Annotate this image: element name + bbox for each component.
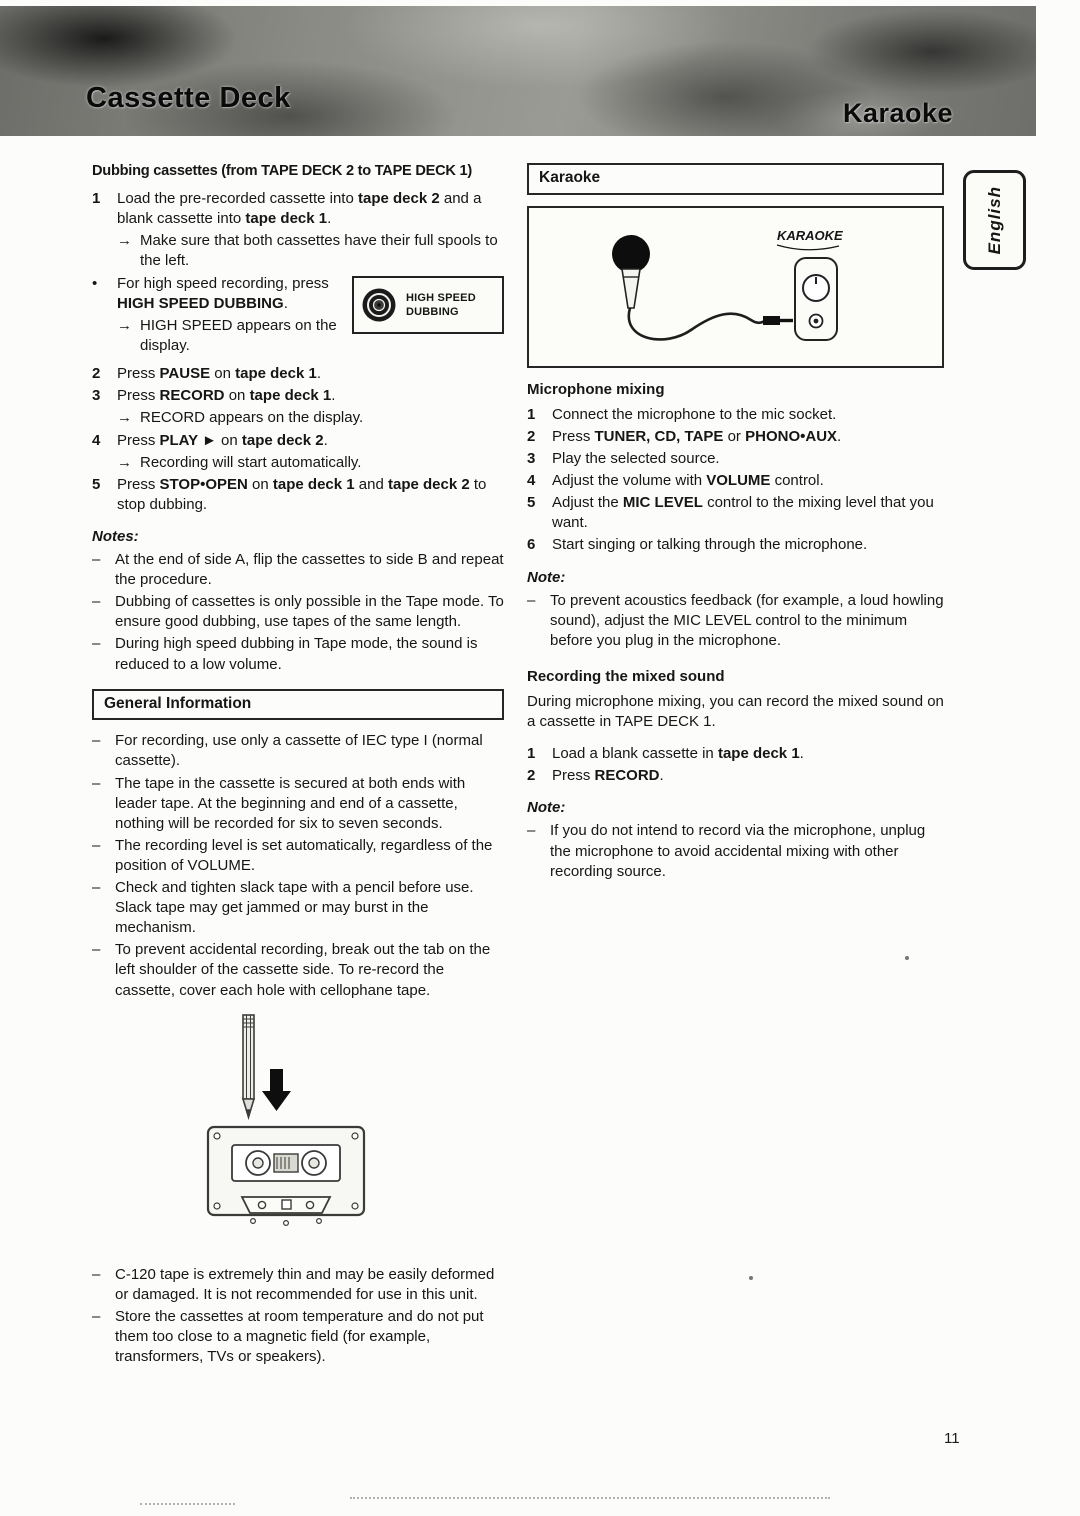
dash-marker: – (92, 551, 101, 569)
list-item-text: The tape in the cassette is secured at both ends with leader tape. At the beginning and end of a cassette, nothing will be recorded for six to seven seconds. (115, 774, 466, 832)
scan-artifact (350, 1497, 830, 1499)
button-label-line1: HIGH SPEED (406, 291, 476, 304)
banner-title-cassette-deck: Cassette Deck (86, 82, 291, 114)
result-text: Make sure that both cassettes have their full spools to the left. (140, 231, 498, 269)
list-item (92, 1265, 504, 1305)
list-item-text: Check and tighten slack tape with a pencil before use. Slack tape may get jammed or may burst in the mechanism. (115, 879, 474, 937)
step-number: 3 (92, 387, 101, 405)
button-label-line2: DUBBING (406, 305, 459, 318)
step-number: 1 (527, 405, 536, 423)
step-row (92, 386, 504, 406)
microphone-icon (612, 235, 650, 308)
list-item-text: During high speed dubbing in Tape mode, the sound is reduced to a low volume. (115, 635, 478, 673)
arrow-marker: → (117, 453, 132, 471)
cassette-body (208, 1127, 364, 1225)
list-item (527, 591, 944, 651)
right-column (527, 163, 944, 884)
list-item (92, 550, 504, 590)
list-item (92, 836, 504, 876)
list-item-text: Store the cassettes at room temperature and do not put them too close to a magnetic field (for example, transformers, TVs or speakers). (115, 1307, 484, 1366)
step-row (527, 405, 944, 425)
list-item-text: The recording level is set automatically, regardless of the position of VOLUME. (115, 836, 493, 874)
result-row (92, 316, 346, 356)
list-item-text: To prevent accidental recording, break out the tab on the left shoulder of the cassette side. To re-record the cassette, cover each hole with cellophane tape. (115, 941, 491, 999)
dash-marker: – (92, 836, 101, 854)
bullet-marker: • (92, 274, 98, 292)
dubbing-heading: Dubbing cassettes (from TAPE DECK 2 to TAPE DECK 1) (92, 163, 472, 179)
dash-marker: – (92, 774, 101, 792)
list-item-text: At the end of side A, flip the cassettes to side B and repeat the procedure. (115, 551, 504, 589)
karaoke-label-group (777, 228, 843, 250)
scan-artifact (140, 1503, 235, 1505)
dash-marker: – (92, 941, 101, 959)
dash-marker: – (527, 822, 536, 840)
step-number: 5 (527, 494, 536, 512)
step-row (92, 431, 504, 451)
language-tab (963, 170, 1026, 270)
step-text: Adjust the volume with VOLUME control. (552, 472, 824, 490)
list-item-text: Dubbing of cassettes is only possible in the Tape mode. To ensure good dubbing, use tapes of the same length. (115, 593, 504, 631)
list-item-text: To prevent acoustics feedback (for example, a loud howling sound), adjust the MIC LEVEL control to the minimum before you plug in the microphone. (550, 591, 944, 649)
step-text: Press STOP•OPEN on tape deck 1 and tape deck 2 to stop dubbing. (117, 475, 487, 513)
list-item (92, 774, 504, 834)
step-number: 1 (92, 189, 101, 207)
high-speed-dubbing-button (352, 276, 504, 334)
list-item-text: For recording, use only a cassette of IEC type I (normal cassette). (115, 732, 483, 770)
banner-title-karaoke: Karaoke (843, 98, 954, 128)
high-speed-dubbing-button-label (406, 291, 476, 320)
recording-mixed-sound-heading: Recording the mixed sound (527, 667, 725, 685)
note-label: Note: (527, 568, 566, 586)
step-row (92, 189, 504, 229)
list-item-text: C-120 tape is extremely thin and may be easily deformed or damaged. It is not recommended for use in this unit. (115, 1265, 495, 1303)
language-tab-label: English (984, 185, 1004, 255)
step-text: Connect the microphone to the mic socket. (552, 405, 837, 423)
result-text: HIGH SPEED appears on the display. (140, 317, 337, 355)
step-row (92, 475, 504, 515)
list-item (92, 592, 504, 632)
high-speed-dubbing-button-icon (361, 287, 397, 323)
step-number: 4 (527, 472, 536, 490)
notes-label: Notes: (92, 527, 139, 545)
microphone-mixing-heading: Microphone mixing (527, 380, 665, 398)
arrow-marker: → (117, 317, 132, 335)
list-item (92, 940, 504, 1000)
step-number: 3 (527, 450, 536, 468)
step-row (527, 449, 944, 469)
step-text: Press RECORD on tape deck 1. (117, 387, 336, 405)
list-item (92, 731, 504, 771)
step-text: Press TUNER, CD, TAPE or PHONO•AUX. (552, 427, 842, 445)
step-row (527, 744, 944, 764)
plug-icon (763, 316, 793, 325)
general-information-heading: General Information (92, 689, 504, 721)
karaoke-heading: Karaoke (527, 163, 944, 195)
step-number: 1 (527, 745, 536, 763)
high-speed-text (92, 274, 352, 358)
scan-artifact (749, 1276, 753, 1280)
list-item (92, 878, 504, 938)
mic-panel (795, 258, 837, 340)
list-item (92, 1307, 504, 1367)
down-arrow-icon (262, 1069, 291, 1111)
step-row (527, 471, 944, 491)
dash-marker: – (92, 879, 101, 897)
left-column (92, 162, 504, 1369)
dash-marker: – (92, 732, 101, 750)
result-text: RECORD appears on the display. (140, 409, 364, 427)
dash-marker: – (527, 591, 536, 609)
pencil-icon (243, 1015, 254, 1117)
high-speed-section (92, 274, 504, 358)
arrow-marker: → (117, 409, 132, 427)
list-item (92, 634, 504, 674)
step-number: 2 (92, 365, 101, 383)
step-number: 2 (527, 767, 536, 785)
cassette-illustration (196, 1013, 504, 1257)
step-row (527, 427, 944, 447)
step-text: Play the selected source. (552, 450, 720, 468)
step-row (92, 364, 504, 384)
dash-marker: – (92, 593, 101, 611)
karaoke-label: KARAOKE (777, 227, 843, 243)
step-text: Adjust the MIC LEVEL control to the mixing level that you want. (552, 494, 934, 532)
dash-marker: – (92, 1265, 101, 1283)
arrow-marker: → (117, 231, 132, 249)
step-number: 2 (527, 427, 536, 445)
microphone-cable (629, 308, 765, 339)
step-text: Press PLAY ► on tape deck 2. (117, 431, 328, 449)
list-item-text: If you do not intend to record via the microphone, unplug the microphone to avoid accidental mixing with other recording source. (550, 822, 926, 880)
step-text: Press RECORD. (552, 767, 664, 785)
step-number: 5 (92, 475, 101, 493)
scan-artifact (905, 956, 909, 960)
dash-marker: – (92, 1307, 101, 1325)
result-text: Recording will start automatically. (140, 453, 362, 471)
page-banner (0, 6, 1036, 136)
step-row (527, 493, 944, 533)
page-number: 11 (944, 1430, 960, 1447)
list-item (527, 821, 944, 881)
step-text: Start singing or talking through the microphone. (552, 536, 868, 554)
result-row (92, 231, 504, 271)
step-row (527, 766, 944, 786)
bullet-text: For high speed recording, press HIGH SPEED DUBBING. (117, 274, 329, 313)
step-text: Press PAUSE on tape deck 1. (117, 365, 322, 383)
step-row (527, 535, 944, 555)
step-number: 6 (527, 536, 536, 554)
step-text: Load a blank cassette in tape deck 1. (552, 745, 804, 763)
result-row (92, 408, 504, 428)
step-text: Load the pre-recorded cassette into tape deck 2 and a blank cassette into tape deck 1. (117, 189, 482, 227)
karaoke-illustration (527, 206, 944, 368)
note-label: Note: (527, 799, 566, 817)
result-row (92, 453, 504, 473)
bullet-row (92, 274, 346, 314)
step-number: 4 (92, 431, 101, 449)
recording-intro: During microphone mixing, you can record the mixed sound on a cassette in TAPE DECK 1. (527, 692, 944, 731)
dash-marker: – (92, 635, 101, 653)
